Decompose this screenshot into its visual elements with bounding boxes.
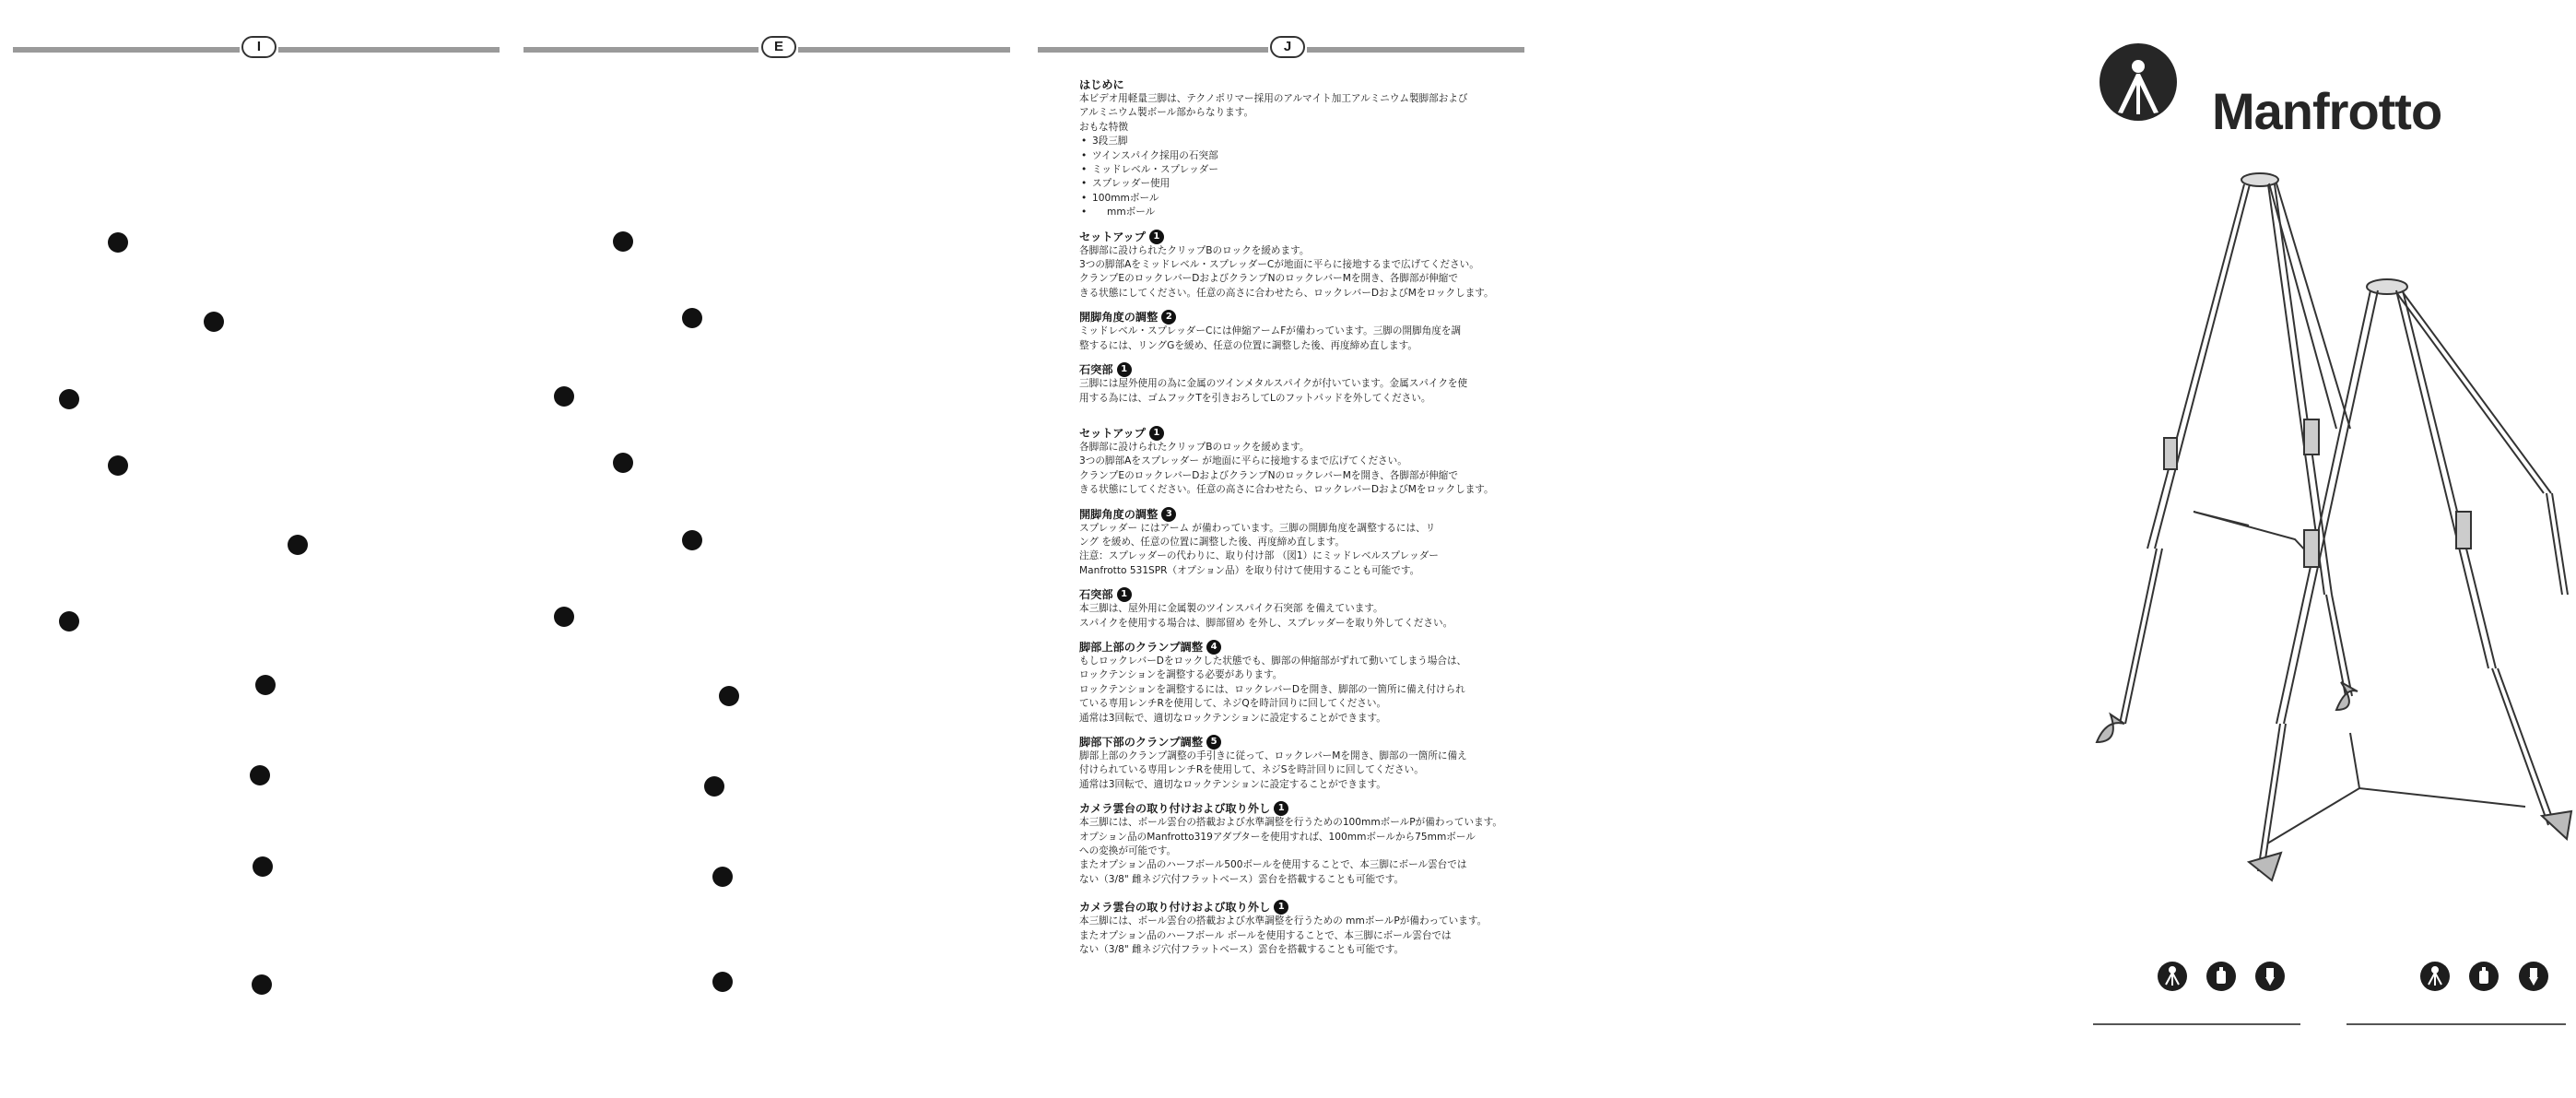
text-line: 3つの脚部Aをミッドレベル・スプレッダーCが地面に平らに接地するまで広げてください。 — [1079, 259, 1479, 271]
section-heading-text: セットアップ — [1079, 230, 1146, 243]
section-heading: はじめに — [1079, 78, 1124, 91]
text-line: 通常は3回転で、適切なロックテンションに設定することができます。 — [1079, 778, 1386, 790]
instruction-section — [1079, 801, 1522, 887]
instruction-section — [1079, 735, 1522, 792]
text-line: ない（3/8" 雌ネジ穴付フラットベース）雲台を搭載することも可能です。 — [1079, 873, 1405, 885]
section-marker — [255, 675, 276, 695]
text-line: 各脚部に設けられたクリップBのロックを緩めます。 — [1079, 244, 1310, 256]
instruction-section — [1079, 426, 1522, 498]
instruction-section — [1079, 310, 1522, 353]
step-number-badge: 3 — [1161, 507, 1176, 522]
divider — [2093, 1023, 2300, 1025]
tripod-icon — [2158, 962, 2187, 991]
tripod-illustration — [2083, 161, 2576, 890]
text-line: 三脚には屋外使用の為に金属のツインメタルスパイクが付いています。金属スパイクを使 — [1079, 378, 1468, 390]
text-line: おもな特徴 — [1079, 121, 1128, 133]
section-marker — [712, 972, 733, 992]
section-marker — [712, 867, 733, 887]
instruction-section — [1079, 230, 1522, 301]
section-heading — [1079, 230, 1522, 244]
instruction-section — [1079, 362, 1522, 406]
section-heading-text: 石突部 — [1079, 588, 1113, 602]
section-marker — [554, 386, 574, 407]
feature-bullet: • 3段三脚 — [1079, 135, 1522, 148]
text-line: 本三脚には、ボール雲台の搭載および水準調整を行うための mmボールPが備わっています。 — [1079, 915, 1488, 927]
step-number-badge: 4 — [1206, 640, 1221, 655]
instruction-section — [1079, 587, 1522, 631]
text-line: クランプEのロックレバーDおよびクランプNのロックレバーMを開き、各脚部が伸縮で — [1079, 469, 1458, 481]
text-line: 付けられている専用レンチRを使用して、ネジSを時計回りに回してください。 — [1079, 764, 1424, 776]
text-line: ロックテンションを調整する必要があります。 — [1079, 669, 1283, 681]
text-line: クランプEのロックレバーDおよびクランプNのロックレバーMを開き、各脚部が伸縮で — [1079, 273, 1458, 285]
text-line: きる状態にしてください。任意の高さに合わせたら、ロックレバーDおよびMをロックします。 — [1079, 287, 1494, 299]
section-marker — [613, 453, 633, 473]
instruction-section — [1079, 640, 1522, 726]
text-line: もしロックレバーDをロックした状態でも、脚部の伸縮部がずれて動いてしまう場合は、 — [1079, 655, 1467, 667]
section-marker — [59, 389, 79, 409]
section-marker — [554, 607, 574, 627]
step-number-badge: 1 — [1274, 801, 1288, 816]
text-line: スパイクを使用する場合は、脚部留め を外し、スプレッダーを取り外してください。 — [1079, 617, 1453, 629]
section-marker — [250, 765, 270, 785]
section-marker — [59, 611, 79, 632]
text-line: きる状態にしてください。任意の高さに合わせたら、ロックレバーDおよびMをロックします。 — [1079, 484, 1494, 496]
feature-bullet: • mmボール — [1079, 206, 1522, 219]
section-heading — [1079, 426, 1522, 441]
section-heading-text: 脚部下部のクランプ調整 — [1079, 736, 1204, 749]
spike-icon — [2255, 962, 2285, 991]
intro-section — [1079, 77, 1522, 220]
text-line: ない（3/8" 雌ネジ穴付フラットベース）雲台を搭載することも可能です。 — [1079, 944, 1405, 956]
text-line: オプション品のManfrotto319アダプターを使用すれば、100mmボールから75mmボール — [1079, 831, 1476, 843]
divider — [2347, 1023, 2566, 1025]
text-line: ミッドレベル・スプレッダーCには伸縮アームFが備わっています。三脚の開脚角度を調 — [1079, 325, 1462, 337]
step-number-badge: 1 — [1149, 230, 1164, 244]
step-number-badge: 5 — [1206, 735, 1221, 750]
section-marker — [613, 231, 633, 252]
section-marker — [252, 974, 272, 995]
section-heading-text: 開脚角度の調整 — [1079, 311, 1159, 325]
text-line: への変換が可能です。 — [1079, 845, 1177, 857]
text-line: 本三脚には、ボール雲台の搭載および水準調整を行うための100mmボールPが備わっています。 — [1079, 817, 1503, 829]
section-marker — [204, 312, 224, 332]
text-line: 各脚部に設けられたクリップBのロックを緩めます。 — [1079, 441, 1310, 453]
section-heading — [1079, 587, 1522, 602]
section-marker — [682, 308, 702, 328]
section-heading-text: 開脚角度の調整 — [1079, 507, 1159, 521]
section-marker — [719, 686, 739, 706]
feature-bullet: • 100mmボール — [1079, 192, 1522, 206]
bag-icon — [2206, 962, 2236, 991]
section-heading-text: カメラ雲台の取り付けおよび取り外し — [1079, 901, 1271, 915]
text-line: 用する為には、ゴムフックTを引きおろしてLのフットパッドを外してください。 — [1079, 392, 1431, 404]
step-number-badge: 1 — [1117, 587, 1132, 602]
column-header-english — [523, 32, 1010, 60]
section-marker — [108, 455, 128, 476]
section-heading — [1079, 310, 1522, 325]
text-line: 注意：スプレッダーの代わりに、取り付け部 （図1）にミッドレベルスプレッダー — [1079, 550, 1439, 562]
manfrotto-logo-icon — [2094, 42, 2182, 122]
section-heading-text: 脚部上部のクランプ調整 — [1079, 640, 1204, 654]
bag-icon — [2469, 962, 2499, 991]
japanese-instructions — [1079, 77, 1522, 966]
text-line: またオプション品のハーフボール ボールを使用することで、本三脚にボール雲台では — [1079, 929, 1452, 941]
tripod-icon — [2420, 962, 2450, 991]
instruction-section — [1079, 900, 1522, 957]
section-marker — [288, 535, 308, 555]
text-line: またオプション品のハーフボール500ボールを使用することで、本三脚にボール雲台では — [1079, 859, 1467, 871]
text-line: スプレッダー にはアーム が備わっています。三脚の開脚角度を調整するには、リ — [1079, 522, 1436, 534]
text-line: 通常は3回転で、適切なロックテンションに設定することができます。 — [1079, 712, 1386, 724]
section-heading — [1079, 801, 1522, 816]
text-line: 脚部上部のクランプ調整の手引きに従って、ロックレバーMを開き、脚部の一箇所に備え — [1079, 750, 1467, 762]
section-heading — [1079, 640, 1522, 655]
section-marker — [108, 232, 128, 253]
step-number-badge: 1 — [1149, 426, 1164, 441]
step-number-badge: 1 — [1117, 362, 1132, 377]
language-tag-italian: I — [241, 36, 276, 58]
step-number-badge: 2 — [1161, 310, 1176, 325]
section-heading — [1079, 735, 1522, 750]
instruction-section — [1079, 507, 1522, 579]
language-tag-english: E — [761, 36, 796, 58]
text-line: ング を緩め、任意の位置に調整した後、再度締め直します。 — [1079, 536, 1345, 548]
language-tag-japanese: J — [1270, 36, 1305, 58]
section-heading-text: セットアップ — [1079, 426, 1146, 440]
column-header-italian — [13, 32, 500, 60]
brand-name: Manfrotto — [2212, 82, 2442, 140]
text-line: 本ビデオ用軽量三脚は、テクノポリマー採用のアルマイト加工アルミニウム製脚部および — [1079, 93, 1468, 104]
section-marker — [704, 776, 724, 797]
section-heading-text: カメラ雲台の取り付けおよび取り外し — [1079, 802, 1271, 816]
text-line: ロックテンションを調整するには、ロックレバーDを開き、脚部の一箇所に備え付けられ — [1079, 683, 1465, 695]
text-line: ている専用レンチRを使用して、ネジQを時計回りに回してください。 — [1079, 698, 1387, 710]
spike-icon — [2519, 962, 2548, 991]
text-line: 3つの脚部Aをスプレッダー が地面に平らに接地するまで広げてください。 — [1079, 455, 1407, 467]
text-line: 本三脚は、屋外用に金属製のツインスパイク石突部 を備えています。 — [1079, 603, 1383, 615]
step-number-badge: 1 — [1274, 900, 1288, 915]
feature-bullet: • ミッドレベル・スプレッダー — [1079, 163, 1522, 177]
section-heading — [1079, 507, 1522, 522]
section-heading — [1079, 362, 1522, 377]
section-marker — [682, 530, 702, 550]
text-line: 整するには、リングGを緩め、任意の位置に調整した後、再度締め直します。 — [1079, 339, 1417, 351]
text-line: アルミニウム製ボール部からなります。 — [1079, 107, 1254, 119]
feature-bullet: • ツインスパイク採用の石突部 — [1079, 149, 1522, 163]
section-heading-text: 石突部 — [1079, 363, 1113, 377]
text-line: Manfrotto 531SPR（オプション品）を取り付けて使用することも可能です。 — [1079, 564, 1420, 576]
section-heading — [1079, 900, 1522, 915]
column-header-japanese — [1038, 32, 1524, 60]
section-marker — [253, 856, 273, 877]
feature-bullet: • スプレッダー使用 — [1079, 177, 1522, 191]
